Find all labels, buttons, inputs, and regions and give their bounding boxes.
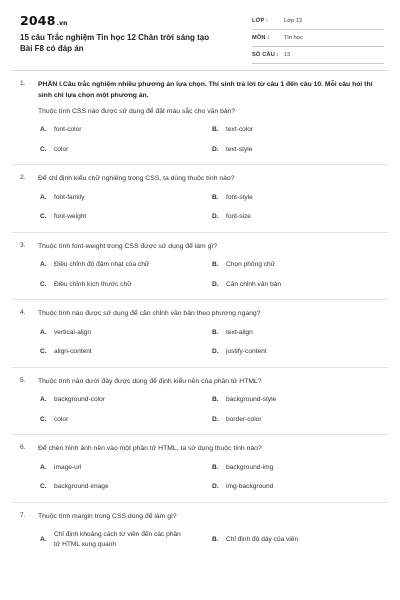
option-text: Điều chỉnh độ đậm nhạt của chữ — [54, 261, 150, 268]
option-text: Điều chỉnh kích thước chữ — [54, 280, 132, 288]
option-b[interactable] — [212, 463, 384, 473]
question-text: Thuộc tính font-weight trong CSS được sử dụng để làm gì? — [38, 242, 218, 250]
meta-value: Tin học — [284, 35, 303, 41]
question-divider — [12, 164, 388, 165]
option-b[interactable] — [212, 395, 384, 405]
option-c[interactable] — [40, 347, 212, 357]
meta-key: MÔN : — [252, 35, 270, 41]
question-number: 5. — [20, 376, 26, 384]
option-letter: B. — [212, 396, 219, 403]
question-number: 4. — [20, 309, 26, 316]
question-text: Để chỉ định kiểu chữ nghiêng trong CSS, ta dùng thuộc tính nào? — [38, 175, 235, 182]
section-instructions: PHẦN I.Câu trắc nghiệm nhiều phương án lựa chọn. Thí sinh trả lời từ câu 1 đến câu 10. Mỗi câu hỏi thí sinh chỉ lựa chọn một phương án. — [38, 81, 373, 99]
option-b[interactable] — [212, 193, 384, 203]
meta-row-count — [252, 47, 384, 64]
question-6 — [20, 444, 380, 503]
question-2 — [20, 174, 380, 233]
question-number: 1. — [20, 80, 26, 87]
option-b[interactable] — [212, 530, 384, 549]
option-c[interactable] — [40, 482, 212, 492]
meta-value: 15 — [284, 52, 291, 58]
option-letter: D. — [212, 348, 219, 355]
document-meta — [252, 13, 384, 64]
option-letter: C. — [40, 348, 47, 355]
option-grid — [40, 260, 380, 289]
option-letter: A. — [40, 396, 47, 403]
question-list — [0, 80, 400, 549]
option-text: border-color — [226, 415, 262, 423]
option-d[interactable] — [212, 212, 384, 222]
question-number: 2. — [20, 174, 26, 181]
header-divider — [12, 70, 388, 71]
site-logo[interactable] — [20, 13, 68, 28]
option-letter: A. — [40, 463, 47, 471]
option-d[interactable] — [212, 415, 384, 425]
option-letter: C. — [40, 280, 47, 288]
option-text: background-img — [226, 463, 274, 471]
option-letter: A. — [40, 193, 47, 201]
option-text: background-color — [54, 396, 105, 403]
option-text: vertical-align — [54, 328, 92, 336]
option-text: text-style — [226, 145, 253, 153]
option-letter: B. — [212, 261, 219, 268]
option-d[interactable] — [212, 482, 384, 492]
option-text: font-color — [54, 126, 82, 133]
option-grid — [40, 125, 380, 154]
document-header — [0, 0, 400, 70]
option-text: font-family — [54, 193, 85, 201]
document-title: 15 câu Trắc nghiệm Tin học 12 Chân trời sáng tạo Bài F8 có đáp án — [20, 33, 210, 53]
question-number: 7. — [20, 511, 26, 519]
option-c[interactable] — [40, 415, 212, 425]
option-c[interactable] — [40, 145, 212, 155]
option-text: text-color — [226, 126, 254, 133]
question-number: 3. — [20, 241, 26, 249]
option-text: font-size — [226, 213, 251, 220]
option-letter: B. — [212, 463, 219, 471]
option-b[interactable] — [212, 125, 384, 135]
option-text: font-style — [226, 193, 253, 201]
option-letter: C. — [40, 415, 47, 423]
option-a[interactable] — [40, 530, 212, 549]
option-text: justify-content — [226, 348, 267, 355]
option-letter: A. — [40, 261, 47, 268]
meta-row-subject — [252, 30, 384, 47]
option-a[interactable] — [40, 125, 212, 135]
meta-row-grade — [252, 13, 384, 30]
option-letter: B. — [212, 126, 219, 133]
question-divider — [12, 232, 388, 233]
option-a[interactable] — [40, 260, 212, 270]
question-divider — [12, 502, 388, 503]
option-letter: A. — [40, 126, 47, 133]
question-text: Thuộc tính nào được sử dụng để căn chỉnh văn bản theo phương ngang? — [38, 310, 261, 317]
option-c[interactable] — [40, 212, 212, 222]
option-d[interactable] — [212, 347, 384, 357]
option-letter: D. — [212, 213, 219, 220]
question-number: 6. — [20, 444, 26, 451]
option-text: font-weight — [54, 213, 87, 220]
option-text: background-image — [54, 483, 109, 490]
question-4 — [20, 309, 380, 368]
option-text: image-url — [54, 463, 82, 471]
option-letter: D. — [212, 280, 219, 288]
meta-key: SỐ CÂU : — [252, 52, 279, 58]
option-grid — [40, 328, 380, 357]
option-letter: C. — [40, 145, 47, 153]
question-text: Thuộc tính CSS nào được sử dụng để đặt màu sắc cho văn bản? — [38, 108, 236, 115]
option-text: color — [54, 415, 69, 423]
logo-suffix: .vn — [56, 20, 68, 27]
option-d[interactable] — [212, 145, 384, 155]
option-letter: D. — [212, 145, 219, 153]
question-divider — [12, 434, 388, 435]
option-a[interactable] — [40, 193, 212, 203]
option-letter: A. — [40, 328, 47, 336]
option-letter: C. — [40, 213, 47, 220]
option-letter: C. — [40, 483, 47, 490]
option-letter: B. — [212, 328, 219, 336]
question-5 — [20, 377, 380, 436]
question-7 — [20, 512, 380, 550]
option-letter: B. — [212, 535, 219, 543]
option-letter: A. — [40, 535, 47, 543]
option-text: color — [54, 145, 69, 153]
option-b[interactable] — [212, 328, 384, 338]
question-text: Thuộc tính margin trong CSS dùng để làm gì? — [38, 512, 177, 520]
question-text: Để chèn hình ảnh nền vào một phần tử HTML, ta sử dụng thuộc tính nào? — [38, 445, 262, 452]
option-a[interactable] — [40, 463, 212, 473]
option-grid — [40, 463, 380, 492]
option-text: background-style — [226, 396, 277, 403]
question-3 — [20, 242, 380, 301]
option-d[interactable] — [212, 280, 384, 290]
meta-value: Lớp 12 — [284, 18, 303, 24]
option-a[interactable] — [40, 328, 212, 338]
option-grid — [40, 193, 380, 222]
option-letter: D. — [212, 483, 219, 490]
option-letter: D. — [212, 415, 219, 423]
option-text: Căn chỉnh văn bản — [226, 280, 281, 288]
question-1 — [20, 80, 380, 165]
question-divider — [12, 299, 388, 300]
option-text: img-background — [226, 483, 274, 490]
option-a[interactable] — [40, 395, 212, 405]
option-text: align-content — [54, 348, 92, 355]
meta-key: LỚP : — [252, 18, 269, 24]
option-b[interactable] — [212, 260, 384, 270]
option-letter: B. — [212, 193, 219, 201]
option-text: text-align — [226, 328, 253, 336]
question-text: Thuộc tính nào dưới đây được dùng để định kiểu nền của phần tử HTML? — [38, 377, 262, 385]
question-divider — [12, 367, 388, 368]
option-text: Chỉ định khoảng cách từ viền đến các phần tử HTML xung quanh — [54, 531, 181, 548]
option-text: Chọn phông chữ — [226, 261, 276, 268]
option-c[interactable] — [40, 280, 212, 290]
option-text: Chỉ định độ dày của viền — [226, 535, 299, 543]
option-grid — [40, 395, 380, 424]
logo-main: 2048 — [20, 13, 56, 28]
option-grid — [40, 530, 380, 549]
